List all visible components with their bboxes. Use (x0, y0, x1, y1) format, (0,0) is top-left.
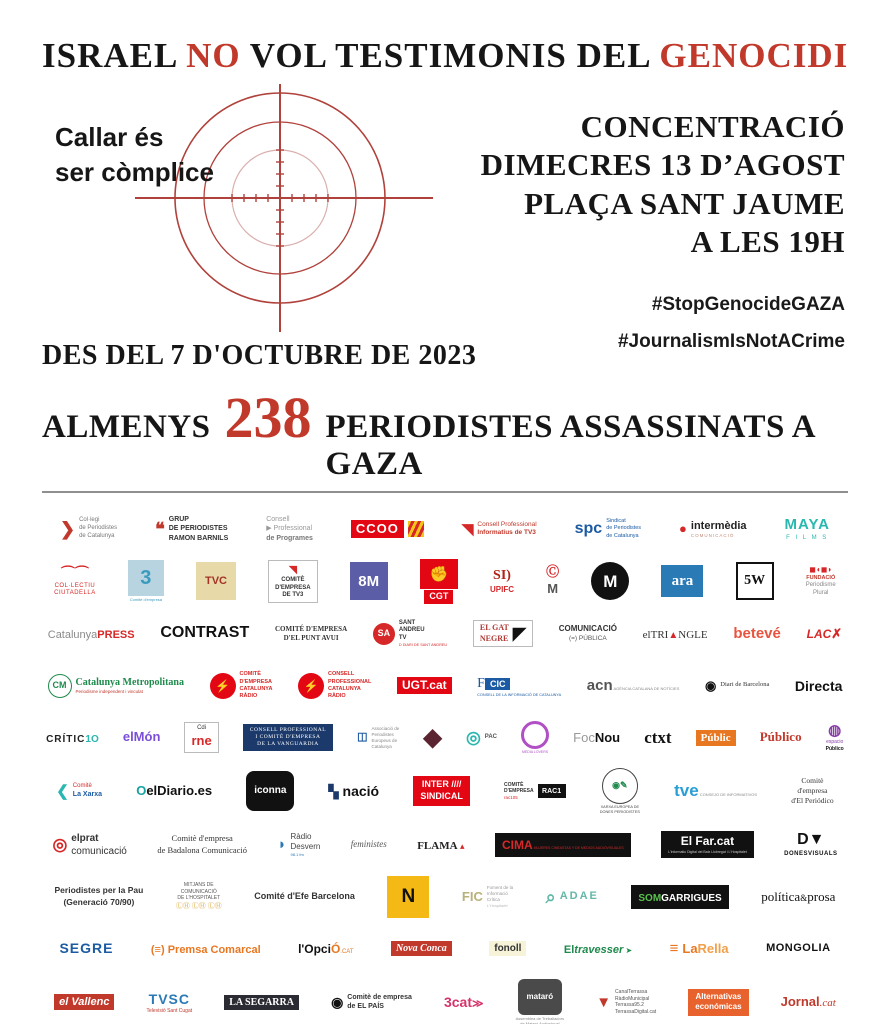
el-far-cat-label: El Far.cat L'informatiu Digital del Baix Llobregat i L'Hospitalet (668, 834, 747, 855)
somgarrigues-label: SOMGARRIGUES (638, 892, 722, 904)
logo-el-gat-negre (473, 620, 533, 647)
comite-la-xarxa-label: Comitè La Xarxa (72, 782, 102, 799)
logo-elprat-comunicacio (52, 832, 126, 858)
logo-larella (670, 940, 729, 958)
canal-terrassa-label: CanalTerrassa RàdioMunicipal Terrassa95.2 TerrassaDigital.cat (615, 989, 657, 1015)
logo-publico (760, 729, 802, 746)
grup-periodistes-ramon-barnils-label: GRUP DE PERIODISTES RAMON BARNILS (168, 516, 229, 542)
logo-row (22, 768, 868, 815)
elprat-comunicacio-label: elprat comunicació (71, 832, 127, 857)
logo-grid (0, 507, 890, 1024)
logo-iconna (246, 771, 294, 811)
logo-canal-terrassa (596, 989, 656, 1015)
fonoll-label: fonoll (489, 941, 526, 956)
consell-professional-catalunya-radio-icon: ⚡ (298, 673, 324, 699)
mid-section (0, 80, 890, 352)
m-black-circle-icon: M (591, 562, 629, 600)
logo-diamond-emblem (423, 723, 442, 751)
logo-ttvc (196, 562, 236, 600)
logo-fic-foment-informacio-critica (462, 885, 513, 908)
diari-de-barcelona-icon: ◉ (704, 678, 717, 694)
logo-row (22, 664, 868, 708)
comite-empresa-3-icon: 3 (128, 560, 164, 596)
media-lovers-label: MEDIA LOVERS (522, 749, 549, 754)
lopcio-cat-label: l'OpciÓ.CAT (298, 941, 354, 956)
logo-nova-conca (391, 941, 452, 956)
collegi-periodistes-catalunya-icon: ❯ (59, 518, 76, 539)
ugt-cat-label: UGT.cat (397, 677, 452, 695)
logo-cgt (420, 559, 458, 604)
logo-comite-efe-barcelona (254, 891, 355, 903)
title-part-red2: GENOCIDI (659, 36, 849, 75)
associacio-periodistes-icon: ◫ (357, 731, 368, 744)
since-line: DES DEL 7 D'OCTUBRE DE 2023 (42, 340, 477, 371)
logo-comite-empresa-3 (128, 560, 164, 602)
logo-la-segarra (224, 995, 299, 1010)
nacio-icon: ▚ (328, 783, 339, 799)
diamond-emblem-icon: ◆ (423, 723, 442, 751)
logo-tvsc (147, 990, 193, 1015)
logo-row (22, 507, 868, 551)
logo-directa (795, 677, 842, 695)
comite-el-punt-avui-label: COMITÉ D'EMPRESA D'EL PUNT AVUI (274, 624, 348, 642)
logo-ctxt (644, 727, 671, 749)
ccoo-label: CCOO (351, 520, 404, 539)
cima-label: CIMA MUJERES CINEASTAS Y DE MEDIOS AUDIOVISUALES (501, 837, 624, 852)
beteve-label: betevé (733, 624, 781, 642)
logo-consell-professional-programes (266, 515, 313, 542)
logo-8m-feministes (350, 562, 388, 600)
hashtag-stop-genocide: #StopGenocideGAZA (651, 293, 845, 315)
vanguardia-consell-comite-label: CONSELL PROFESSIONAL I COMITÈ D'EMPRESA DE LA VANGUARDIA (249, 726, 327, 748)
logo-si-upifc (490, 567, 514, 596)
intermedia-label: intermèdia COMUNICACIÓ (690, 519, 747, 539)
fundacio-periodisme-plural-label: ◼◖◼◗ FUNDACIÓ Periodisme Plural (805, 564, 836, 597)
logo-cdi-rne (184, 722, 218, 753)
logo-associacio-periodistes (357, 726, 399, 749)
maya-films-label: MAYA F I L M S (784, 516, 830, 541)
logo-maya-films (785, 515, 830, 542)
premsa-comarcal-label: (≡) Premsa Comarcal (150, 943, 261, 956)
mataro-audiovisual-icon: mataró (518, 979, 562, 1015)
caption-line-1: Callar és (55, 122, 164, 152)
logo-comite-badalona-comunicacio (157, 833, 247, 855)
logo-alternativas-economicas (688, 989, 748, 1016)
elprat-comunicacio-icon: ◎ (52, 835, 68, 855)
comite-el-pais-label: Comitè de empresa de EL PAÍS (347, 994, 412, 1011)
logo-radio-desvern (277, 832, 320, 858)
logo-grup-periodistes-ramon-barnils (155, 515, 228, 542)
comite-empresa-rac1-icon: RAC1 (538, 784, 566, 798)
intermedia-icon: ● (679, 521, 687, 537)
si-upifc-label: SI) UPIFC (490, 568, 514, 595)
pac-icon: ◎ (465, 728, 481, 748)
logo-row (22, 559, 868, 604)
logo-beteve (733, 624, 781, 644)
catalunyapress-label: CatalunyaPRESS (47, 628, 135, 641)
larella-icon: ≡ (669, 940, 679, 958)
comite-efe-barcelona-label: Comité d'Efe Barcelona (254, 890, 355, 901)
logo-row (22, 875, 868, 919)
title-part-black1: ISRAEL (42, 36, 187, 75)
event-line-1: CONCENTRACIÓ (580, 109, 845, 144)
logo-diari-de-barcelona (705, 679, 769, 692)
flama-label: FLAMA ▴ (417, 839, 465, 852)
logo-eltriangle (643, 625, 708, 643)
logo-xarxa-europea-dones-periodistes (600, 768, 640, 815)
eltriangle-label: elTRI▲NGLE (642, 628, 708, 641)
logo-adae (546, 888, 599, 906)
elmon-label: elMón (122, 729, 161, 745)
title-part-black2: VOL TESTIMONIS DEL (240, 36, 660, 75)
logo-public (696, 730, 736, 746)
logo-row (22, 612, 868, 656)
logo-comite-el-punt-avui (275, 625, 347, 643)
consell-professional-programes-label: Consell ▶ Professional de Programes (266, 516, 313, 542)
adae-label: ADAE (559, 890, 599, 903)
larella-label: LaRella (682, 940, 729, 956)
el-gat-negre-label: EL GAT NEGRE (479, 623, 509, 643)
crosshair-target-icon (55, 80, 435, 335)
comite-el-pais-icon: ◉ (331, 994, 344, 1011)
5w-icon: 5W (736, 562, 774, 600)
el-gat-negre-icon: ◤ (512, 624, 526, 644)
logo-collegi-periodistes-catalunya (60, 517, 117, 540)
alternativas-economicas-label: Alternativas económicas (695, 991, 742, 1012)
logo-nuvol (387, 876, 429, 918)
associacio-periodistes-label: Associació de Periodistes Europeus de Catalunya (371, 726, 400, 749)
logo-fcic (477, 674, 561, 698)
logo-catalunyapress (48, 625, 135, 643)
logo-3cat (444, 993, 484, 1012)
logo-intermedia (679, 519, 747, 539)
media-lovers-icon (521, 721, 549, 749)
consell-informatius-tv3-label: Consell Professional Informatius de TV3 (477, 520, 537, 536)
comunicacio-publica-label: COMUNICACIÓ (=) PÚBLICA (558, 624, 617, 642)
logo-mitjans-comunicacio-hospitalet (176, 882, 222, 911)
fic-foment-informacio-critica-label: Foment de la Informació Crítica L'Hospitalet (486, 885, 514, 908)
focnou-label: FocNou (573, 729, 621, 745)
comite-badalona-comunicacio-label: Comitè d'empresa de Badalona Comunicació (157, 833, 248, 855)
logo-premsa-comarcal (151, 940, 261, 958)
cm-mark-label: Ⓒ M (546, 564, 560, 597)
logo-m-black-circle (591, 562, 629, 600)
espacio-publico-icon: ◍ (828, 722, 842, 740)
catalunya-metropolitana-icon: CM (48, 674, 72, 698)
logo-pac (466, 729, 497, 746)
ctxt-label: ctxt (644, 727, 672, 747)
xarxa-europea-dones-periodistes-icon: ◉✎ (602, 768, 638, 804)
periodistes-per-la-pau-label: Periodistes per la Pau (Generació 70/90) (54, 885, 144, 907)
espacio-publico-label: espacio Público (825, 739, 844, 752)
event-line-2: DIMECRES 13 D’AGOST (480, 147, 845, 183)
tve-consejo-informativos-label: tve CONSEJO DE INFORMATIVOS (674, 781, 758, 801)
comite-el-periodico-label: Comitè d'empresa d'El Periódico (791, 776, 834, 805)
intersindical-label: INTER //// SINDICAL (420, 779, 463, 802)
cgt-icon: ✊ (420, 559, 458, 589)
directa-label: Directa (794, 677, 843, 694)
logo-5w (736, 562, 774, 600)
cgt-label: CGT (424, 590, 453, 604)
la-segarra-label: LA SEGARRA (224, 995, 299, 1010)
consell-professional-catalunya-radio-label: CONSELL PROFESSIONAL CATALUNYA RÀDIO (327, 671, 372, 699)
logo-feministes-signature (351, 839, 387, 851)
el-vallenc-label: el Vallenc (54, 994, 114, 1010)
logo-mongolia (766, 941, 831, 955)
tvsc-label: TVSC Televisió Sant Cugat (146, 990, 193, 1015)
comite-empresa-3-label: Comitè d'empresa (129, 597, 163, 603)
mongolia-label: MONGOLIA (766, 942, 831, 955)
xarxa-europea-dones-periodistes-label: XARXA EUROPEA DE DONES PERIODISTES (599, 804, 640, 814)
stat-pre: ALMENYS (42, 409, 211, 445)
logo-row (22, 716, 868, 760)
spc-sindicat-periodistes-icon: spc (574, 519, 603, 537)
hashtags (481, 286, 845, 360)
logo-espacio-publico (826, 723, 844, 752)
grup-periodistes-ramon-barnils-icon: ❝ (155, 519, 165, 539)
logo-fonoll (489, 941, 526, 956)
acn-label: acn AGÈNCIA CATALANA DE NOTÍCIES (586, 676, 680, 694)
logo-eltravesser (564, 940, 632, 958)
logo-vanguardia-consell-comite (243, 724, 333, 751)
diari-de-barcelona-label: Diari de Barcelona (720, 681, 770, 689)
event-block (481, 108, 845, 360)
comite-empresa-tv3-label: ◥ COMITÈ D'EMPRESA DE TV3 (275, 563, 311, 599)
logo-consell-professional-catalunya-radio (298, 671, 371, 700)
logo-politica-prosa (761, 888, 835, 906)
logo-ara (661, 565, 703, 597)
logo-cima (495, 833, 631, 857)
ttvc-icon: TVC (196, 562, 236, 600)
nuvol-icon: N (387, 876, 429, 918)
logo-comite-empresa-catalunya-radio (210, 671, 273, 700)
logo-comite-el-periodico (791, 776, 833, 805)
logo-ugt-cat (397, 677, 452, 695)
logo-donesvisuals (784, 830, 837, 859)
segre-label: SEGRE (59, 940, 114, 957)
comite-empresa-rac1-label: COMITÈ D'EMPRESA rac105 (504, 781, 534, 800)
logo-sant-andreu-tv (373, 620, 447, 648)
logo-somgarrigues (631, 885, 728, 909)
fcic-label: FCIC CONSELL DE LA INFORMACIÓ DE CATALUNYA (477, 675, 562, 697)
stat-post: PERIODISTES ASSASSINATS A GAZA (325, 409, 815, 482)
logo-critic (46, 729, 99, 747)
collectiu-ciutadella-label: ⌒⌒ COL·LECTIU CIUTADELLA (54, 565, 96, 597)
public-label: Públic (696, 730, 736, 746)
logo-comite-empresa-tv3 (268, 560, 317, 604)
collegi-periodistes-catalunya-label: Col·legi de Periodistes de Catalunya (79, 517, 118, 539)
logo-comite-el-pais (331, 993, 412, 1011)
logo-acn (587, 676, 680, 696)
sant-andreu-tv-icon: SA (373, 623, 395, 645)
logo-row (22, 979, 868, 1024)
logo-focnou (573, 729, 620, 747)
spc-sindicat-periodistes-label: Sindicat de Periodistes de Catalunya (606, 518, 642, 539)
stat-number: 238 (224, 385, 312, 450)
consell-informatius-tv3-icon: ◥ (461, 520, 474, 538)
canal-terrassa-icon: ▼ (596, 993, 612, 1011)
adae-icon: ⌕ (545, 886, 556, 907)
caption-line-2: ser còmplice (55, 157, 214, 188)
logo-lopcio-cat (298, 940, 353, 958)
eldiario-es-label: OelDiario.es (136, 783, 213, 799)
separator-line (42, 491, 848, 493)
logo-tve-consejo-informativos (674, 780, 757, 802)
sant-andreu-tv-label: SANT ANDREU TV D DIARI DE SANT ANDREU (398, 619, 448, 647)
3cat-label: 3cat≫ (443, 993, 484, 1010)
politica-prosa-label: política&prosa (761, 888, 836, 904)
comite-empresa-catalunya-radio-icon: ⚡ (210, 673, 236, 699)
poster-title (42, 36, 848, 76)
jornal-cat-label: Jornal.cat (780, 994, 836, 1010)
critic-label: CRÍTIC1O (46, 733, 99, 745)
pac-label: PAC (484, 733, 498, 740)
event-line-4: A LES 19H (690, 224, 845, 260)
logo-periodistes-per-la-pau (55, 885, 144, 907)
comite-empresa-catalunya-radio-label: COMITÈ D'EMPRESA CATALUNYA RÀDIO (239, 671, 273, 699)
logo-elmon (123, 729, 161, 746)
logo-lacx (807, 625, 843, 643)
logo-cm-mark (546, 564, 559, 598)
nacio-label: nació (342, 783, 380, 800)
ara-icon: ara (661, 565, 703, 597)
title-part-red1: NO (186, 36, 241, 75)
comite-la-xarxa-icon: ❮ (56, 782, 69, 800)
logo-row (22, 823, 868, 867)
logo-intersindical (413, 776, 470, 805)
logo-el-vallenc (54, 994, 114, 1010)
logo-comite-la-xarxa (56, 783, 102, 800)
logo-nacio (329, 782, 380, 800)
eltravesser-label: Eltravesser ➤ (563, 943, 633, 956)
nova-conca-label: Nova Conca (391, 941, 452, 956)
radio-desvern-icon: ◗ (277, 836, 287, 854)
logo-row (22, 927, 868, 971)
fic-foment-informacio-critica-icon: FIC (461, 889, 483, 905)
mitjans-comunicacio-hospitalet-label: MITJANS DE COMUNICACIÓ DE L'HOSPITALET ⓁⒽ ⓁⒽ ⓁⒽ (175, 882, 222, 910)
logo-consell-informatius-tv3 (462, 521, 537, 538)
logo-flama (417, 836, 464, 854)
logo-spc-sindicat-periodistes (575, 518, 641, 539)
lacx-label: LAC✗ (806, 625, 843, 641)
logo-comite-empresa-rac1 (504, 782, 566, 801)
catalunya-metropolitana-label: Catalunya Metropolitana Periodisme independent i vinculat (75, 677, 184, 695)
logo-segre (59, 939, 113, 957)
logo-catalunya-metropolitana (48, 674, 184, 698)
feministes-signature-label: feministes (350, 838, 387, 849)
hashtag-journalism: #JournalismIsNotACrime (617, 330, 845, 352)
8m-feministes-icon: 8M (350, 562, 388, 600)
event-line-3: PLAÇA SANT JAUME (524, 185, 845, 221)
logo-contrast (160, 623, 249, 644)
iconna-icon: iconna (246, 771, 294, 811)
radio-desvern-label: Ràdio Desvern 98.1 fm (290, 831, 321, 858)
logo-jornal-cat (781, 993, 836, 1011)
logo-media-lovers (521, 721, 549, 755)
stat-line (42, 384, 848, 483)
logo-comunicacio-publica (559, 624, 617, 643)
logo-el-far-cat (661, 831, 754, 857)
cdi-rne-label: Cdi rne (191, 725, 212, 749)
ccoo-icon (408, 521, 424, 537)
publico-label: Público (759, 729, 802, 745)
logo-eldiario-es (136, 782, 212, 800)
logo-fundacio-periodisme-plural (806, 565, 836, 598)
contrast-label: CONTRAST (160, 624, 250, 642)
logo-ccoo (351, 520, 424, 539)
target-caption (55, 120, 214, 190)
logo-collectiu-ciutadella (54, 564, 96, 598)
donesvisuals-label: D▼ DONESVISUALS (784, 831, 838, 858)
mataro-audiovisual-label: Assemblea de Treballadors de Mataró Audiovisual (515, 1015, 565, 1024)
logo-mataro-audiovisual (516, 979, 564, 1024)
